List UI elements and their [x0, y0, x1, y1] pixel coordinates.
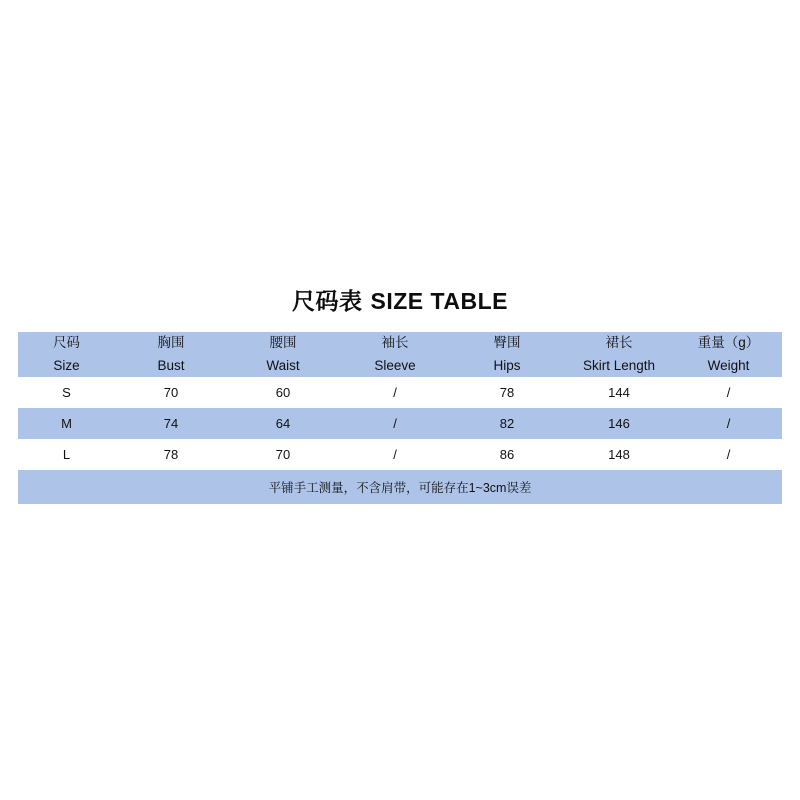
cell-hips: 82 [451, 408, 563, 439]
table-header-row-en [18, 354, 782, 377]
header-cell-hips-en: Hips [451, 354, 563, 377]
cell-size: S [18, 377, 115, 408]
cell-skirt-length: 146 [563, 408, 675, 439]
cell-weight: / [675, 377, 782, 408]
cell-sleeve: / [339, 377, 451, 408]
size-table [18, 332, 782, 504]
cell-hips: 86 [451, 439, 563, 470]
cell-skirt-length: 144 [563, 377, 675, 408]
header-cell-hips-cn: 臀围 [451, 332, 563, 354]
header-cell-weight-cn: 重量（g） [675, 332, 782, 354]
cell-sleeve: / [339, 439, 451, 470]
size-table-container [18, 332, 782, 504]
header-cell-weight-en: Weight [675, 354, 782, 377]
header-cell-size-en: Size [18, 354, 115, 377]
page-title-cn: 尺码表 [292, 288, 363, 314]
header-cell-skirt-length-en: Skirt Length [563, 354, 675, 377]
header-cell-skirt-length-cn: 裙长 [563, 332, 675, 354]
table-row [18, 439, 782, 470]
cell-hips: 78 [451, 377, 563, 408]
page-title-en: SIZE TABLE [370, 288, 508, 314]
cell-waist: 60 [227, 377, 339, 408]
header-cell-size-cn: 尺码 [18, 332, 115, 354]
cell-bust: 70 [115, 377, 227, 408]
cell-sleeve: / [339, 408, 451, 439]
cell-size: L [18, 439, 115, 470]
header-cell-sleeve-cn: 袖长 [339, 332, 451, 354]
table-note-row [18, 470, 782, 504]
page-title [0, 283, 800, 316]
cell-weight: / [675, 408, 782, 439]
table-row [18, 377, 782, 408]
cell-size: M [18, 408, 115, 439]
header-cell-waist-en: Waist [227, 354, 339, 377]
header-cell-waist-cn: 腰围 [227, 332, 339, 354]
header-cell-bust-en: Bust [115, 354, 227, 377]
cell-skirt-length: 148 [563, 439, 675, 470]
cell-waist: 64 [227, 408, 339, 439]
cell-weight: / [675, 439, 782, 470]
cell-bust: 74 [115, 408, 227, 439]
header-cell-sleeve-en: Sleeve [339, 354, 451, 377]
table-row [18, 408, 782, 439]
cell-waist: 70 [227, 439, 339, 470]
cell-bust: 78 [115, 439, 227, 470]
header-cell-bust-cn: 胸围 [115, 332, 227, 354]
table-header-row-cn [18, 332, 782, 354]
measurement-note: 平铺手工测量，不含肩带，可能存在1~3cm误差 [18, 470, 782, 504]
